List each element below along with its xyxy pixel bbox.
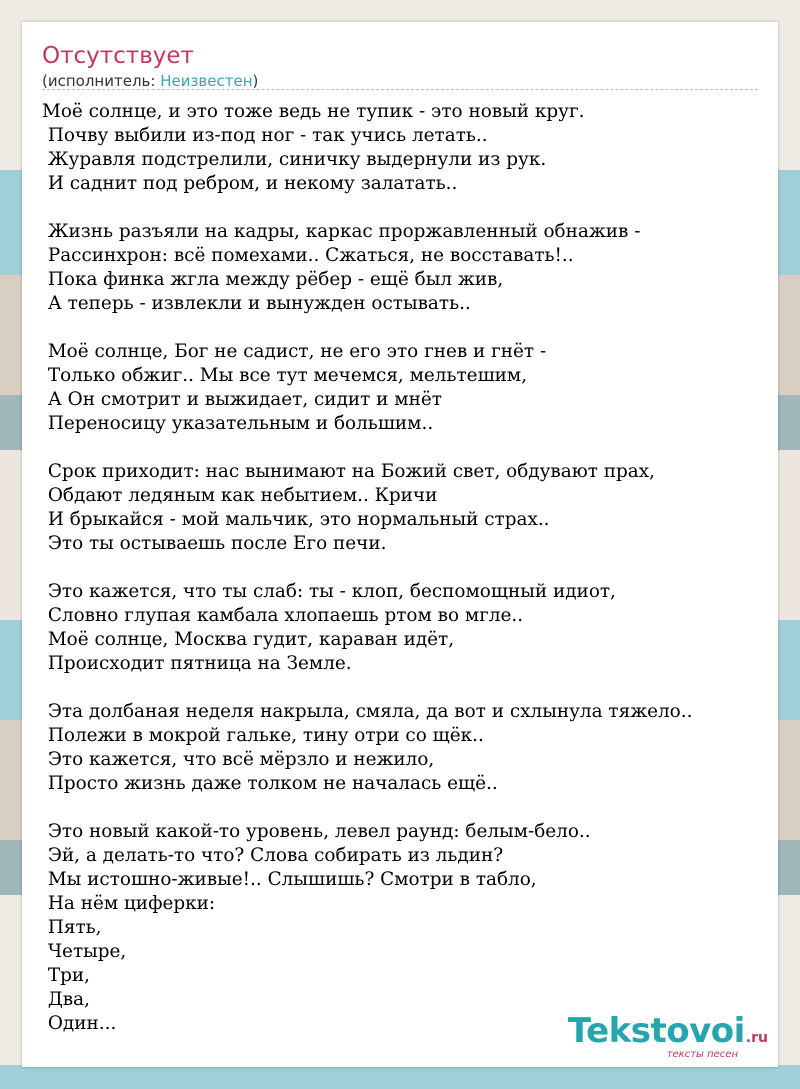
lyric-line: Это кажется, что ты слаб: ты - клоп, беспомощный идиот, [42,581,616,602]
lyrics-card [22,22,778,1067]
lyric-line: Только обжиг.. Мы все тут мечемся, мельтешим, [42,365,528,386]
lyric-line: И саднит под ребром, и некому залатать.. [42,173,458,194]
song-title: Отсутствует [42,43,194,69]
lyric-line: Словно глупая камбала хлопаешь ртом во мгле.. [42,605,524,626]
logo-domain: .ru [745,1030,768,1046]
lyric-line: Это кажется, что всё мёрзло и нежило, [42,749,435,770]
lyric-line: Срок приходит: нас вынимают на Божий свет, обдувают прах, [42,461,655,482]
lyric-line: Полежи в мокрой гальке, тину отри со щёк.. [42,725,484,746]
lyric-line: Эй, а делать-то что? Слова собирать из льдин? [42,845,504,866]
lyric-line: Пока финка жгла между рёбер - ещё был жив, [42,269,504,290]
stanza-break [42,316,767,340]
lyric-line: Обдают ледяным как небытием.. Кричи [42,485,438,506]
lyric-line: Мы истошно-живые!.. Слышишь? Смотри в табло, [42,869,537,890]
lyric-line: Один... [42,1013,117,1034]
stanza-break [42,436,767,460]
lyric-line: А теперь - извлекли и вынужден остывать.. [42,293,471,314]
lyrics-text [42,100,767,1036]
lyric-line: Рассинхрон: всё помехами.. Сжаться, не восставать!.. [42,245,574,266]
lyric-line: Четыре, [42,941,127,962]
artist-suffix: ) [252,72,259,90]
lyric-line: Жизнь разъяли на кадры, каркас проржавленный обнажив - [42,221,641,242]
lyric-line: Моё солнце, Бог не садист, не его это гнев и гнёт - [42,341,547,362]
site-logo[interactable] [568,1013,768,1061]
lyric-line: Эта долбаная неделя накрыла, смяла, да вот и схлынула тяжело.. [42,701,693,722]
stanza-break [42,796,767,820]
lyric-line: Происходит пятница на Земле. [42,653,352,674]
lyric-line: Переносицу указательным и большим.. [42,413,434,434]
logo-tagline: тексты песен [666,1049,738,1060]
lyric-line: Это ты остываешь после Его печи. [42,533,387,554]
artist-prefix: (исполнитель: [42,72,161,90]
lyric-line: Три, [42,965,90,986]
lyric-line: А Он смотрит и выжидает, сидит и мнёт [42,389,442,410]
lyric-line: Пять, [42,917,102,938]
lyric-line: На нём циферки: [42,893,216,914]
lyric-line: Это новый какой-то уровень, левел раунд: белым-бело.. [42,821,591,842]
lyric-line: И брыкайся - мой мальчик, это нормальный страх.. [42,509,550,530]
logo-wordmark: Tekstovoi [567,1011,745,1051]
lyric-line: Просто жизнь даже толком не началась ещё.. [42,773,498,794]
lyric-line: Журавля подстрелили, синичку выдернули из рук. [42,149,547,170]
stanza-break [42,556,767,580]
lyric-line: Моё солнце, и это тоже ведь не тупик - это новый круг. [42,101,585,122]
lyric-line: Моё солнце, Москва гудит, караван идёт, [42,629,455,650]
stanza-break [42,676,767,700]
lyric-line: Два, [42,989,90,1010]
artist-link[interactable]: Неизвестен [160,72,253,90]
stanza-break [42,196,767,220]
lyric-line: Почву выбили из-под ног - так учись летать.. [42,125,488,146]
divider [42,89,758,90]
artist-line [42,71,258,91]
